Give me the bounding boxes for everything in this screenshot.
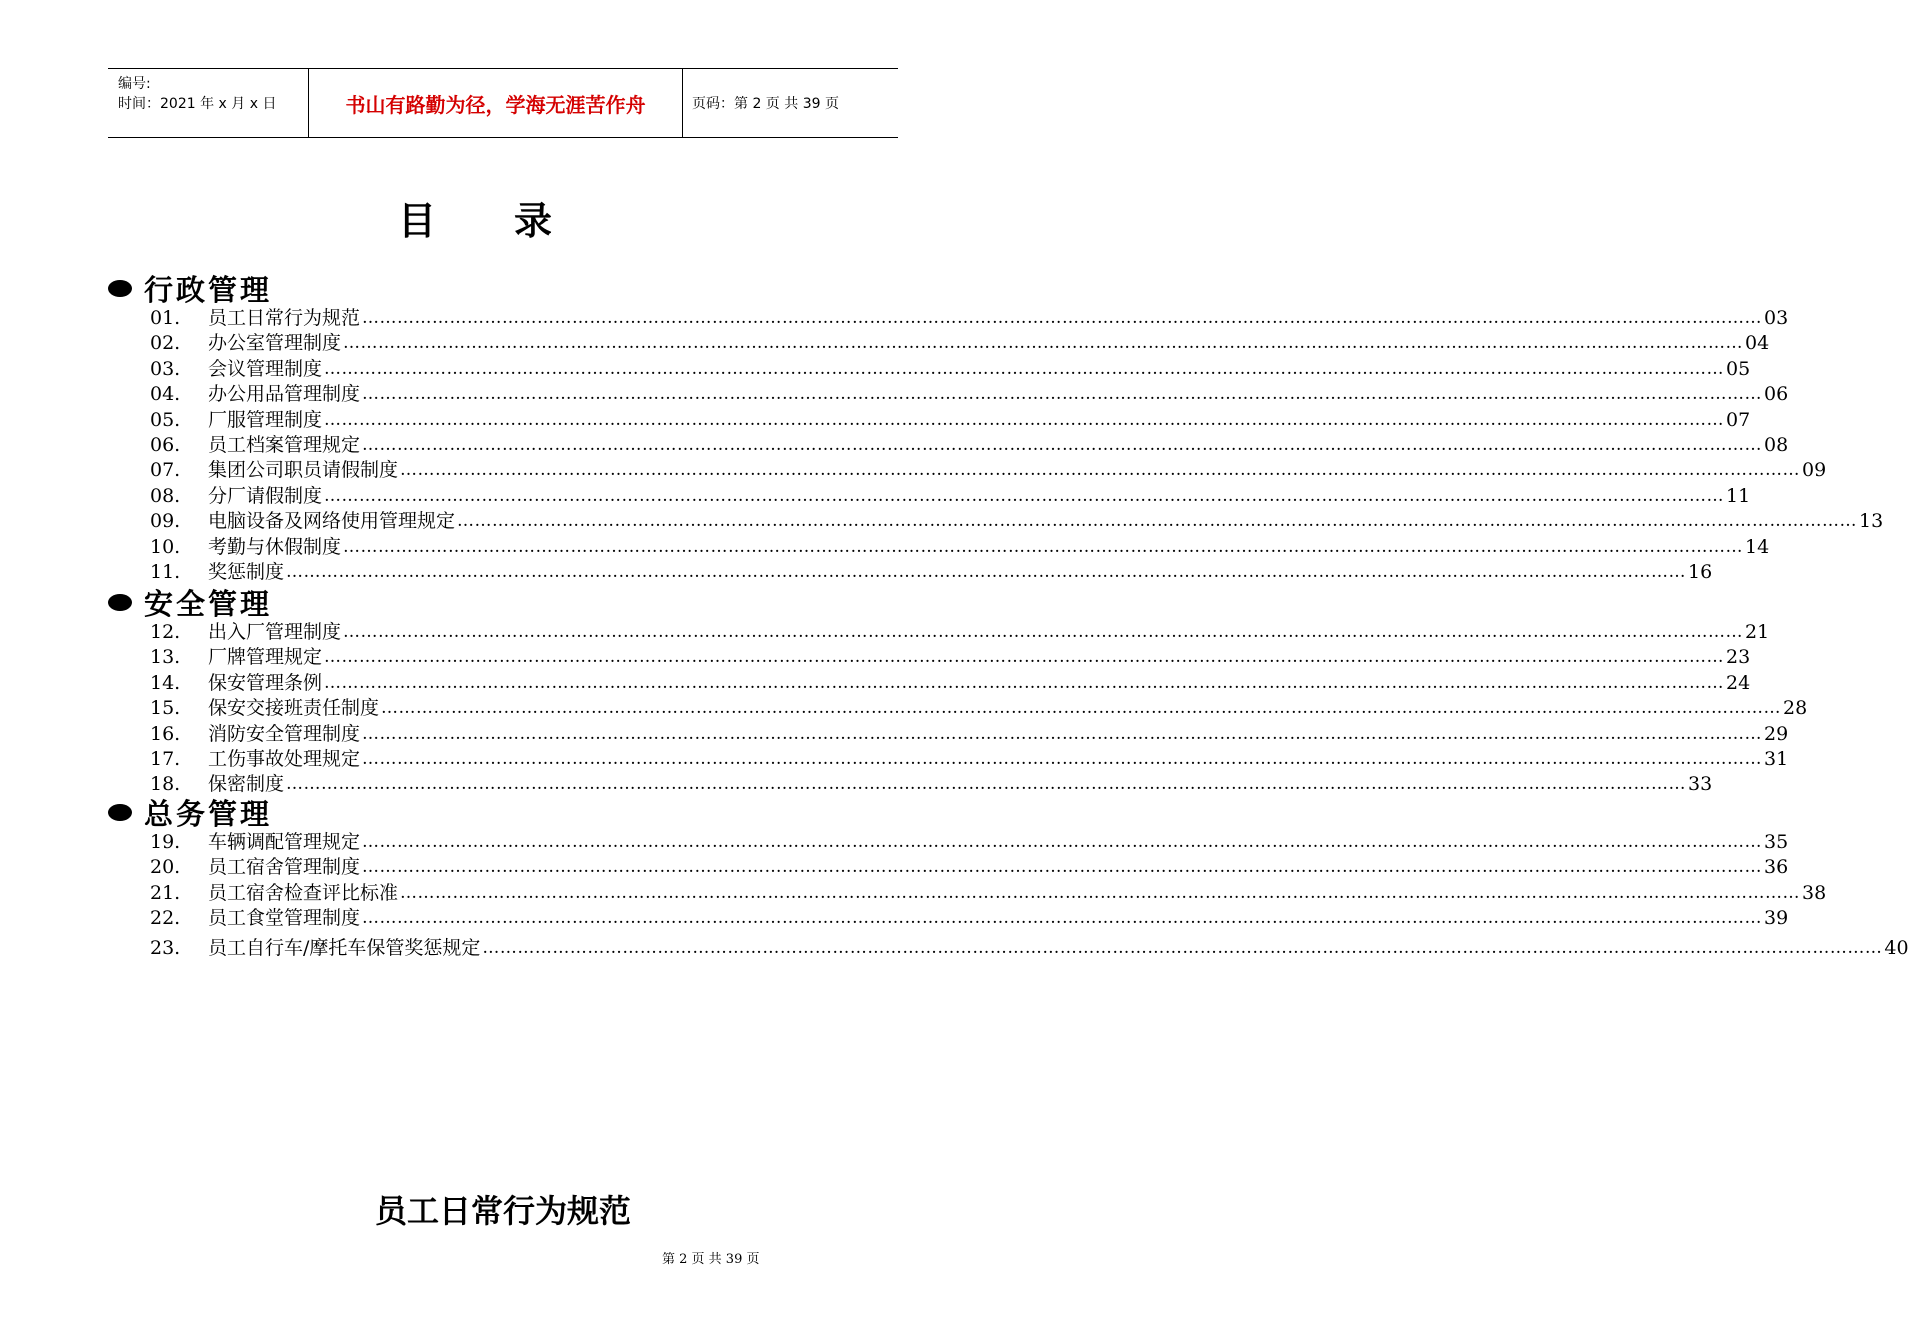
toc-entry-page: 06 bbox=[1764, 383, 1789, 406]
document-time-label: 时间：2021 年 x 月 x 日 bbox=[118, 96, 277, 112]
toc-entry-number: 01. bbox=[150, 307, 181, 329]
toc-entry[interactable] bbox=[150, 747, 1789, 772]
toc-dot-leader: …………………………………………………………………………………………………………………………………………………………………………………………………………………… bbox=[362, 749, 1763, 769]
toc-entry-page: 07 bbox=[1726, 408, 1751, 431]
toc-entry-page: 13 bbox=[1859, 510, 1884, 533]
toc-dot-leader: …………………………………………………………………………………………………………………………………………………………………………………………………………………… bbox=[362, 384, 1763, 405]
toc-dot-leader: …………………………………………………………………………………………………………………………………………………………………………………………………………………… bbox=[457, 511, 1858, 532]
toc-entry-number: 21. bbox=[150, 881, 181, 904]
toc-entry[interactable] bbox=[150, 645, 1751, 670]
header-left-cell bbox=[108, 69, 308, 137]
toc-dot-leader: …………………………………………………………………………………………………………………………………………………………………………………………………………………… bbox=[362, 723, 1763, 744]
toc-entry-page: 35 bbox=[1764, 831, 1789, 853]
toc-entry[interactable] bbox=[150, 620, 1770, 645]
toc-entry-label: 员工自行车/摩托车保管奖惩规定 bbox=[208, 936, 481, 959]
toc-entry-number: 17. bbox=[150, 748, 181, 770]
toc-dot-leader: …………………………………………………………………………………………………………………………………………………………………………………………………………………… bbox=[400, 882, 1801, 903]
toc-dot-leader: …………………………………………………………………………………………………………………………………………………………………………………………………………………… bbox=[362, 435, 1763, 455]
toc-dot-leader: …………………………………………………………………………………………………………………………………………………………………………………………………………………… bbox=[362, 832, 1763, 852]
toc-dot-leader: …………………………………………………………………………………………………………………………………………………………………………………………………………………… bbox=[362, 908, 1763, 929]
toc-entry[interactable] bbox=[150, 433, 1789, 458]
toc-entry-page: 36 bbox=[1764, 856, 1789, 879]
toc-entry[interactable] bbox=[150, 830, 1789, 855]
toc-entry-page: 28 bbox=[1783, 697, 1808, 720]
toc-entry-label: 保密制度 bbox=[208, 773, 285, 796]
toc-entry-label: 厂服管理制度 bbox=[208, 408, 323, 431]
toc-dot-leader: …………………………………………………………………………………………………………………………………………………………………………………………………………………… bbox=[362, 308, 1763, 328]
toc-section-heading bbox=[108, 796, 273, 831]
page-footer: 第 2 页 共 39 页 bbox=[662, 1252, 760, 1267]
toc-entry-label: 员工档案管理规定 bbox=[208, 434, 361, 456]
toc-section-label: 行政管理 bbox=[144, 272, 273, 307]
toc-entry-number: 14. bbox=[150, 671, 181, 694]
toc-entry-page: 16 bbox=[1688, 561, 1713, 583]
toc-entry-page: 08 bbox=[1764, 434, 1789, 456]
toc-dot-leader: …………………………………………………………………………………………………………………………………………………………………………………………………………………… bbox=[324, 409, 1725, 430]
toc-entry-number: 18. bbox=[150, 773, 181, 796]
toc-entry-label: 工伤事故处理规定 bbox=[208, 748, 361, 770]
toc-entry-page: 39 bbox=[1764, 907, 1789, 930]
toc-entry-page: 04 bbox=[1745, 332, 1770, 355]
toc-dot-leader: …………………………………………………………………………………………………………………………………………………………………………………………………………………… bbox=[343, 622, 1744, 642]
toc-entry[interactable] bbox=[150, 855, 1789, 880]
toc-entry-label: 电脑设备及网络使用管理规定 bbox=[208, 510, 456, 533]
toc-entry-label: 保安管理条例 bbox=[208, 671, 323, 694]
bullet-icon bbox=[108, 804, 132, 821]
toc-entry[interactable] bbox=[150, 509, 1884, 534]
document-number-label: 编号: bbox=[118, 76, 151, 92]
toc-dot-leader: …………………………………………………………………………………………………………………………………………………………………………………………………………………… bbox=[381, 698, 1782, 719]
toc-entry-number: 12. bbox=[150, 621, 181, 643]
toc-entry[interactable] bbox=[150, 535, 1770, 560]
toc-entry-page: 24 bbox=[1726, 671, 1751, 694]
toc-entry-label: 奖惩制度 bbox=[208, 561, 285, 583]
toc-entry-label: 出入厂管理制度 bbox=[208, 621, 342, 643]
toc-dot-leader: …………………………………………………………………………………………………………………………………………………………………………………………………………………… bbox=[324, 672, 1725, 693]
toc-entry-page: 14 bbox=[1745, 535, 1770, 558]
toc-dot-leader: …………………………………………………………………………………………………………………………………………………………………………………………………………………… bbox=[343, 333, 1744, 354]
toc-entry-label: 消防安全管理制度 bbox=[208, 722, 361, 745]
toc-entry[interactable] bbox=[150, 722, 1789, 747]
toc-entry-number: 09. bbox=[150, 510, 181, 533]
toc-entry-number: 07. bbox=[150, 459, 181, 482]
toc-entry-number: 22. bbox=[150, 907, 181, 930]
toc-entry-label: 厂牌管理规定 bbox=[208, 646, 323, 669]
toc-entry[interactable] bbox=[150, 696, 1808, 721]
toc-entry-number: 23. bbox=[150, 936, 181, 959]
toc-entry-number: 11. bbox=[150, 561, 181, 583]
toc-entry[interactable] bbox=[150, 331, 1770, 356]
toc-dot-leader: …………………………………………………………………………………………………………………………………………………………………………………………………………………… bbox=[400, 460, 1801, 481]
toc-entry-number: 19. bbox=[150, 831, 181, 853]
toc-entry-page: 03 bbox=[1764, 307, 1789, 329]
toc-entry-number: 20. bbox=[150, 856, 181, 879]
toc-entry-label: 员工宿舍检查评比标准 bbox=[208, 881, 399, 904]
toc-dot-leader: …………………………………………………………………………………………………………………………………………………………………………………………………………………… bbox=[286, 562, 1687, 582]
toc-entry-number: 02. bbox=[150, 332, 181, 355]
toc-entry-label: 集团公司职员请假制度 bbox=[208, 459, 399, 482]
toc-dot-leader: …………………………………………………………………………………………………………………………………………………………………………………………………………………… bbox=[324, 485, 1725, 506]
toc-entry-number: 08. bbox=[150, 484, 181, 507]
toc-section-heading bbox=[108, 272, 273, 307]
toc-entry[interactable] bbox=[150, 408, 1751, 433]
toc-dot-leader: …………………………………………………………………………………………………………………………………………………………………………………………………………………… bbox=[324, 358, 1725, 379]
header-motto: 书山有路勤为径，学海无涯苦作舟 bbox=[308, 69, 683, 137]
bullet-icon bbox=[108, 594, 132, 611]
toc-entry-page: 09 bbox=[1802, 459, 1827, 482]
toc-entry[interactable] bbox=[150, 936, 1909, 961]
toc-entry-number: 04. bbox=[150, 383, 181, 406]
toc-entry-label: 办公室管理制度 bbox=[208, 332, 342, 355]
toc-entry-page: 05 bbox=[1726, 357, 1751, 380]
toc-entry-label: 分厂请假制度 bbox=[208, 484, 323, 507]
toc-dot-leader: …………………………………………………………………………………………………………………………………………………………………………………………………………………… bbox=[286, 774, 1687, 795]
toc-entry-page: 29 bbox=[1764, 722, 1789, 745]
toc-section-label: 总务管理 bbox=[144, 796, 273, 831]
toc-entry-label: 办公用品管理制度 bbox=[208, 383, 361, 406]
toc-entry-label: 员工食堂管理制度 bbox=[208, 907, 361, 930]
toc-entry-page: 31 bbox=[1764, 748, 1789, 770]
toc-entry[interactable] bbox=[150, 382, 1789, 407]
bullet-icon bbox=[108, 280, 132, 297]
toc-entry-number: 10. bbox=[150, 535, 181, 558]
toc-entry-number: 15. bbox=[150, 697, 181, 720]
toc-dot-leader: …………………………………………………………………………………………………………………………………………………………………………………………………………………… bbox=[324, 647, 1725, 668]
toc-entry[interactable] bbox=[150, 906, 1789, 931]
toc-entry-label: 员工宿舍管理制度 bbox=[208, 856, 361, 879]
toc-entry-number: 03. bbox=[150, 357, 181, 380]
toc-entry[interactable] bbox=[150, 357, 1751, 382]
toc-entry-label: 保安交接班责任制度 bbox=[208, 697, 380, 720]
toc-entry-label: 会议管理制度 bbox=[208, 357, 323, 380]
header-page-info: 页码：第 2 页 共 39 页 bbox=[692, 96, 839, 112]
toc-entry[interactable] bbox=[150, 458, 1827, 483]
section-heading: 员工日常行为规范 bbox=[374, 1192, 631, 1230]
toc-entry-number: 16. bbox=[150, 722, 181, 745]
toc-dot-leader: …………………………………………………………………………………………………………………………………………………………………………………………………………………… bbox=[362, 857, 1763, 878]
toc-entry[interactable] bbox=[150, 306, 1789, 331]
toc-title: 目录 bbox=[397, 199, 630, 243]
toc-entry-number: 13. bbox=[150, 646, 181, 669]
toc-entry-number: 05. bbox=[150, 408, 181, 431]
toc-entry-page: 21 bbox=[1745, 621, 1770, 643]
toc-entry-page: 33 bbox=[1688, 773, 1713, 796]
toc-entry-page: 11 bbox=[1726, 484, 1751, 507]
toc-entry-number: 06. bbox=[150, 434, 181, 456]
page-header bbox=[108, 68, 898, 138]
toc-entry[interactable] bbox=[150, 881, 1827, 906]
toc-section-heading bbox=[108, 586, 273, 621]
toc-entry-label: 车辆调配管理规定 bbox=[208, 831, 361, 853]
toc-entry[interactable] bbox=[150, 671, 1751, 696]
toc-dot-leader: …………………………………………………………………………………………………………………………………………………………………………………………………………………… bbox=[343, 536, 1744, 557]
toc-section-label: 安全管理 bbox=[144, 586, 273, 621]
toc-entry[interactable] bbox=[150, 484, 1751, 509]
toc-entry-page: 40 bbox=[1884, 936, 1909, 959]
toc-entry-page: 38 bbox=[1802, 881, 1827, 904]
toc-entry-label: 考勤与休假制度 bbox=[208, 535, 342, 558]
toc-entry-page: 23 bbox=[1726, 646, 1751, 669]
toc-entry-label: 员工日常行为规范 bbox=[208, 307, 361, 329]
toc-dot-leader: …………………………………………………………………………………………………………………………………………………………………………………………………………………… bbox=[482, 937, 1883, 958]
